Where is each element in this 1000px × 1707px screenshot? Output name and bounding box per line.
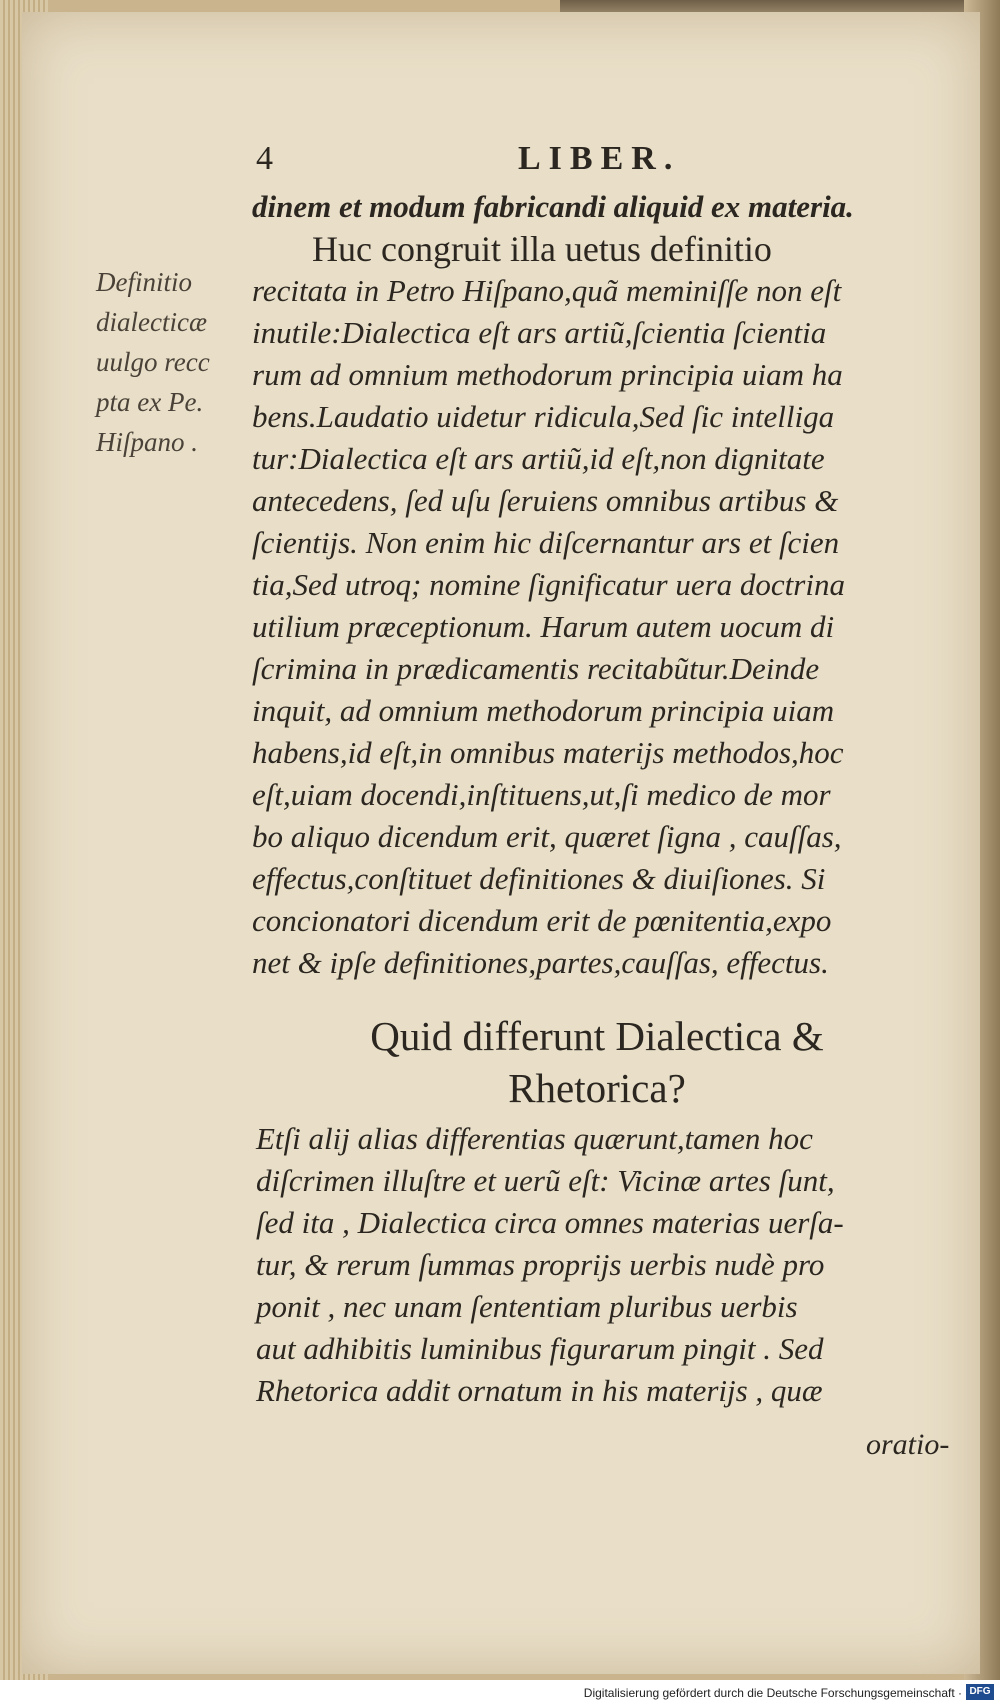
heading-line: Quid differunt Dialectica & — [370, 1013, 824, 1059]
text-line: dinem et modum fabricandi aliquid ex materia. — [252, 189, 854, 224]
catchword: oratio- — [866, 1428, 950, 1461]
text-line: effectus,conſtituet definitiones & diuiſiones. Si — [252, 861, 826, 896]
text-line: inquit, ad omnium methodorum principia uiam — [252, 693, 835, 728]
text-line: Huc congruit illa uetus definitio — [312, 229, 772, 269]
text-line: tur:Dialectica eſt ars artiũ,id eſt,non dignitate — [252, 441, 825, 476]
text-line: habens,id eſt,in omnibus materijs methodos,hoc — [252, 735, 844, 770]
footer-bar — [0, 1680, 1000, 1707]
text-line: net & ipſe definitiones,partes,cauſſas, effectus. — [252, 945, 829, 980]
text-line: tur, & rerum ſummas proprijs uerbis nudè pro — [256, 1247, 825, 1282]
text-line: aut adhibitis luminibus figurarum pingit . Sed — [256, 1331, 824, 1366]
page-number: 4 — [256, 140, 273, 177]
text-line: Rhetorica addit ornatum in his materijs , quæ — [256, 1373, 823, 1408]
text-line: ponit , nec unam ſententiam pluribus uerbis — [256, 1289, 798, 1324]
text-line: bo aliquo dicendum erit, quæret ſigna , cauſſas, — [252, 819, 842, 854]
text-line: recitata in Petro Hiſpano,quã meminiſſe non eſt — [252, 273, 842, 308]
heading-line: Rhetorica? — [508, 1065, 686, 1111]
text-line: diſcrimen illuſtre et uerũ eſt: Vicinæ artes ſunt, — [256, 1163, 835, 1198]
text-line: eſt,uiam docendi,inſtituens,ut,ſi medico de mor — [252, 777, 831, 812]
text-line: ſcientijs. Non enim hic diſcernantur ars et ſcien — [252, 525, 840, 560]
text-line: antecedens, ſed uſu ſeruiens omnibus artibus & — [252, 483, 839, 518]
text-line: utilium præceptionum. Harum autem uocum di — [252, 609, 835, 644]
margin-note-line: Hiſpano . — [96, 427, 199, 457]
section-heading — [252, 1010, 942, 1114]
funding-credit: Digitalisierung gefördert durch die Deutsche Forschungsgemeinschaft · — [583, 1686, 962, 1700]
text-line: ſcrimina in prædicamentis recitabũtur.Deinde — [252, 651, 820, 686]
margin-note — [96, 262, 246, 462]
dfg-logo-icon: DFG — [966, 1684, 994, 1700]
text-line: tia,Sed utroq; nomine ſignificatur uera doctrina — [252, 567, 845, 602]
text-line: bens.Laudatio uidetur ridicula,Sed ſic intelliga — [252, 399, 835, 434]
margin-note-line: pta ex Pe. — [96, 387, 204, 417]
margin-note-line: Definitio — [96, 267, 192, 297]
margin-note-line: dialecticæ — [96, 307, 207, 337]
text-line: rum ad omnium methodorum principia uiam ha — [252, 357, 843, 392]
text-line: Etſi alij alias differentias quærunt,tamen hoc — [256, 1121, 813, 1156]
body-text — [252, 186, 942, 984]
running-head: LIBER. — [518, 140, 681, 177]
text-line: concionatori dicendum erit de pœnitentia,expo — [252, 903, 832, 938]
margin-note-line: uulgo recc — [96, 347, 210, 377]
body-text-2 — [256, 1118, 946, 1412]
text-line: ſed ita , Dialectica circa omnes materias uerſa- — [256, 1205, 844, 1240]
text-line: inutile:Dialectica eſt ars artiũ,ſcientia ſcientia — [252, 315, 827, 350]
